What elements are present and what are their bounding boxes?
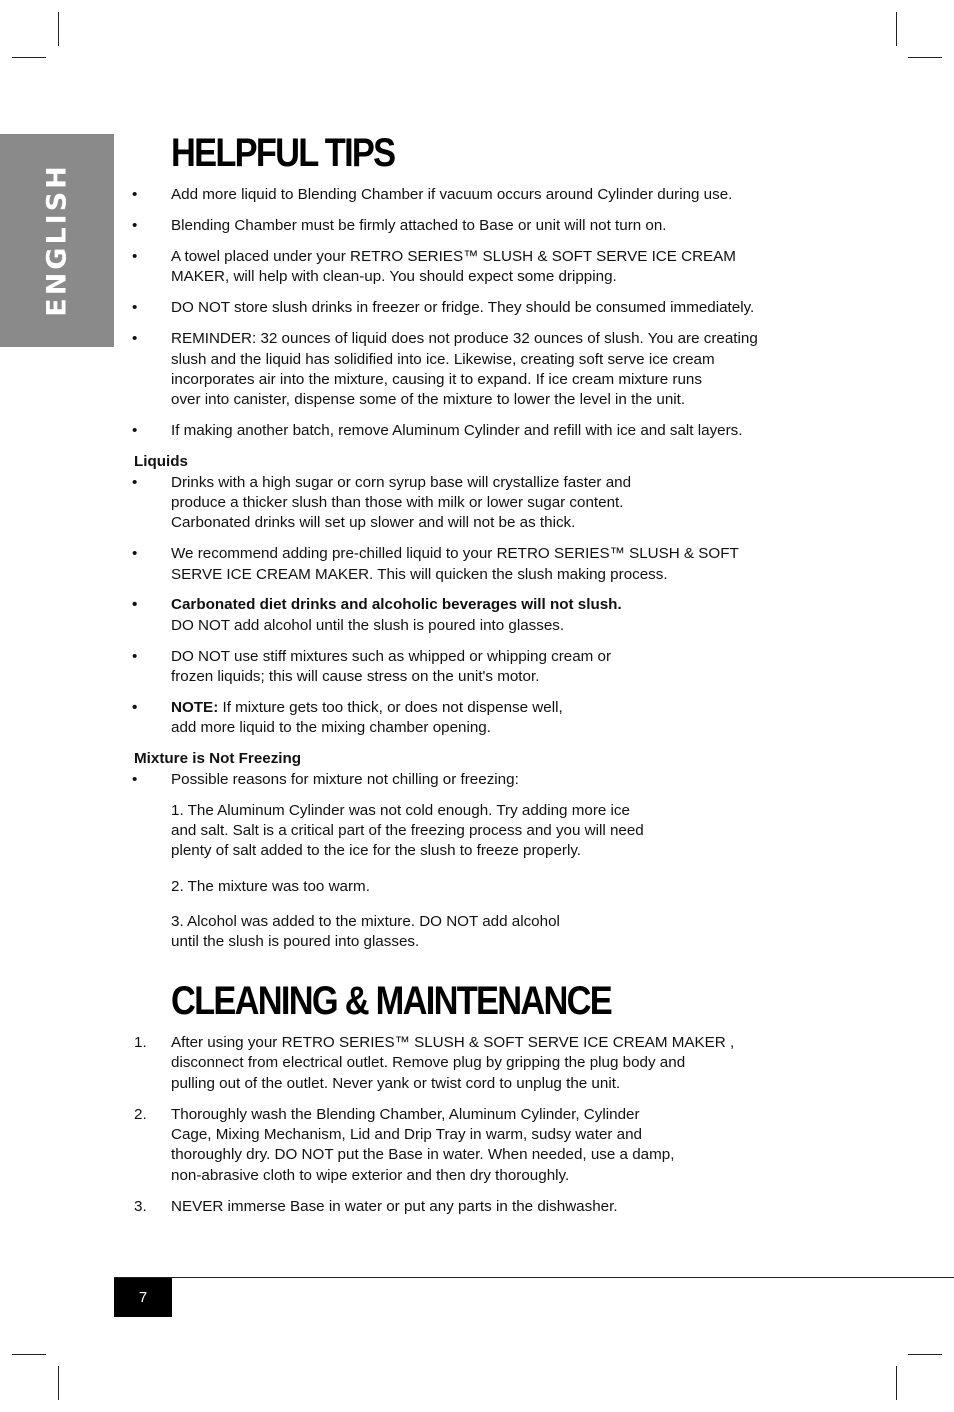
reason-text: 2. The mixture was too warm. <box>171 878 370 895</box>
step-number: 2. <box>134 1106 147 1123</box>
helpful-tips-title: HELPFUL TIPS <box>171 131 395 175</box>
liquids-text: Carbonated drinks will set up slower and will not be as thick. <box>171 514 576 531</box>
bullet: • <box>132 186 138 203</box>
tip-text: Blending Chamber must be firmly attached to Base or unit will not turn on. <box>171 217 667 234</box>
step-text: pulling out of the outlet. Never yank or twist cord to unplug the unit. <box>171 1075 621 1092</box>
reason-text: plenty of salt added to the ice for the slush to freeze properly. <box>171 842 582 859</box>
step-text: thoroughly dry. DO NOT put the Base in water. When needed, use a damp, <box>171 1146 675 1163</box>
tip-text: If making another batch, remove Aluminum Cylinder and refill with ice and salt layers. <box>171 422 743 439</box>
tip-text: slush and the liquid has solidified into ice. Likewise, creating soft serve ice cream <box>171 351 715 368</box>
bullet: • <box>132 330 138 347</box>
cleaning-title: CLEANING & MAINTENANCE <box>171 979 611 1023</box>
tip-text: incorporates air into the mixture, causing it to expand. If ice cream mixture runs <box>171 371 702 388</box>
liquids-text: SERVE ICE CREAM MAKER. This will quicken the slush making process. <box>171 566 668 583</box>
bullet: • <box>132 422 138 439</box>
tip-text: over into canister, dispense some of the mixture to lower the level in the unit. <box>171 391 686 408</box>
note-line <box>171 698 563 718</box>
liquids-text: Drinks with a high sugar or corn syrup base will crystallize faster and <box>171 474 632 491</box>
step-number: 3. <box>134 1198 147 1215</box>
step-text: disconnect from electrical outlet. Remove plug by gripping the plug body and <box>171 1054 686 1071</box>
step-number: 1. <box>134 1034 147 1051</box>
page-number: 7 <box>114 1278 172 1317</box>
liquids-text: DO NOT use stiff mixtures such as whipped or whipping cream or <box>171 648 612 665</box>
tip-text: MAKER, will help with clean-up. You should expect some dripping. <box>171 268 617 285</box>
bullet: • <box>132 648 138 665</box>
crop-mark <box>58 12 59 46</box>
step-text: Cage, Mixing Mechanism, Lid and Drip Tray in warm, sudsy water and <box>171 1126 643 1143</box>
liquids-text: add more liquid to the mixing chamber opening. <box>171 719 491 736</box>
step-text: non-abrasive cloth to wipe exterior and then dry thoroughly. <box>171 1167 570 1184</box>
reason-text: and salt. Salt is a critical part of the freezing process and you will need <box>171 822 644 839</box>
note-label: NOTE: <box>171 699 219 716</box>
language-tab <box>0 134 114 347</box>
language-tab-label: ENGLISH <box>41 163 73 317</box>
step-text: NEVER immerse Base in water or put any parts in the dishwasher. <box>171 1198 618 1215</box>
liquids-text: DO NOT add alcohol until the slush is poured into glasses. <box>171 617 565 634</box>
tip-text: DO NOT store slush drinks in freezer or fridge. They should be consumed immediately. <box>171 299 755 316</box>
bullet: • <box>132 699 138 716</box>
step-text: After using your RETRO SERIES™ SLUSH & SOFT SERVE ICE CREAM MAKER , <box>171 1034 735 1051</box>
liquids-text: frozen liquids; this will cause stress on the unit's motor. <box>171 668 540 685</box>
mixture-intro: Possible reasons for mixture not chilling or freezing: <box>171 771 519 788</box>
bullet: • <box>132 545 138 562</box>
crop-mark <box>908 1354 942 1355</box>
bullet: • <box>132 299 138 316</box>
reason-text: until the slush is poured into glasses. <box>171 933 420 950</box>
liquids-heading: Liquids <box>134 453 188 470</box>
tip-text: A towel placed under your RETRO SERIES™ SLUSH & SOFT SERVE ICE CREAM <box>171 248 736 265</box>
tip-text: REMINDER: 32 ounces of liquid does not produce 32 ounces of slush. You are creating <box>171 330 758 347</box>
crop-mark <box>12 1354 46 1355</box>
crop-mark <box>896 1366 897 1400</box>
bullet: • <box>132 217 138 234</box>
bullet: • <box>132 596 138 613</box>
bullet: • <box>132 474 138 491</box>
footer-rule <box>114 1277 954 1278</box>
crop-mark <box>12 57 46 58</box>
crop-mark <box>896 12 897 46</box>
crop-mark <box>58 1366 59 1400</box>
bullet: • <box>132 771 138 788</box>
liquids-text: We recommend adding pre-chilled liquid to your RETRO SERIES™ SLUSH & SOFT <box>171 545 739 562</box>
crop-mark <box>908 57 942 58</box>
liquids-bold-text: Carbonated diet drinks and alcoholic beverages will not slush. <box>171 596 622 613</box>
liquids-text: produce a thicker slush than those with milk or lower sugar content. <box>171 494 624 511</box>
reason-text: 1. The Aluminum Cylinder was not cold enough. Try adding more ice <box>171 802 630 819</box>
reason-text: 3. Alcohol was added to the mixture. DO NOT add alcohol <box>171 913 560 930</box>
mixture-heading: Mixture is Not Freezing <box>134 750 302 767</box>
note-text: If mixture gets too thick, or does not dispense well, <box>218 699 563 716</box>
tip-text: Add more liquid to Blending Chamber if vacuum occurs around Cylinder during use. <box>171 186 733 203</box>
bullet: • <box>132 248 138 265</box>
step-text: Thoroughly wash the Blending Chamber, Aluminum Cylinder, Cylinder <box>171 1106 640 1123</box>
